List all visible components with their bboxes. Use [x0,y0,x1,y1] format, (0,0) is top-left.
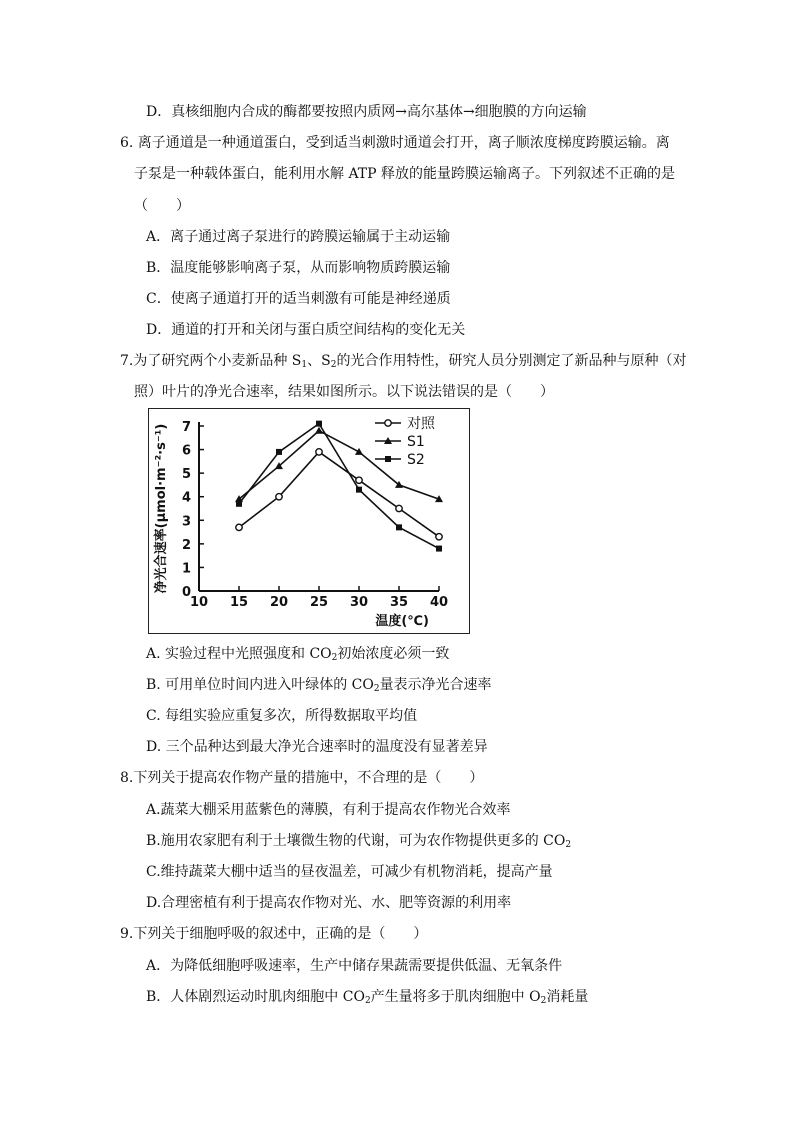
q7-option-a: A. 实验过程中光照强度和 $CO_2$初始浓度必须一致 [146,646,450,663]
y-tick-label: 5 [181,467,191,483]
y-tick-label: 1 [181,561,191,577]
q9-option-b: B．人体剧烈运动时肌肉细胞中 $CO_2$产生量将多于肌肉细胞中 $O_2$消耗量 [146,989,589,1006]
legend-label-1: S1 [407,434,425,450]
line-chart-svg [149,409,471,635]
q8-option-b: B.施用农家肥有利于土壤微生物的代谢，可为农作物提供更多的 $CO_2$ [146,833,572,850]
series-2-point [276,449,282,455]
q7-option-c: C. 每组实验应重复多次，所得数据取平均值 [146,708,418,724]
series-0-point [276,494,282,500]
q6-option-c: C．使离子通道打开的适当刺激有可能是神经递质 [146,291,451,307]
y-tick-label: 4 [181,490,191,506]
y-axis-label: 净光合速率(μmol·m⁻²·s⁻¹) [154,423,169,594]
q6-option-b: B．温度能够影响离子泵，从而影响物质跨膜运输 [146,260,451,276]
q7-option-d: D. 三个品种达到最大净光合速率时的温度没有显著差异 [146,739,488,755]
series-2-point [316,421,322,427]
x-tick-label: 15 [229,595,249,610]
series-0-point [316,449,322,455]
x-tick-label: 30 [349,595,369,610]
x-tick-label: 25 [309,595,329,610]
x-tick-label: 40 [429,595,449,610]
q8-option-a: A.蔬菜大棚采用蓝紫色的薄膜，有利于提高农作物光合效率 [146,802,511,818]
q9-option-a: A．为降低细胞呼吸速率，生产中储存果蔬需要提供低温、无氧条件 [146,958,563,974]
y-tick-label: 0 [181,585,191,600]
legend-label-2: S2 [407,452,425,468]
q8-option-d: D.合理密植有利于提高农作物对光、水、肥等资源的利用率 [146,895,512,911]
q8-option-c: C.维持蔬菜大棚中适当的昼夜温差，可减少有机物消耗，提高产量 [146,864,553,880]
legend-label-0: 对照 [407,416,435,432]
series-2-point [396,524,402,530]
series-0-point [396,505,402,511]
y-tick-label: 3 [181,514,191,530]
q7-option-b: B. 可用单位时间内进入叶绿体的 $CO_2$量表示净光合速率 [146,677,492,694]
q6-option-d: D．通道的打开和关闭与蛋白质空间结构的变化无关 [146,322,466,338]
series-0-point [236,524,242,530]
q6-option-a: A．离子通过离子泵进行的跨膜运输属于主动运输 [146,229,451,245]
series-2-point [236,501,242,507]
x-tick-label: 35 [389,595,409,610]
q6-answer-paren: （ ） [134,198,190,214]
series-2-point [356,487,362,493]
series-0-point [356,477,362,483]
q8-stem: 8.下列关于提高农作物产量的措施中，不合理的是（ ） [120,770,484,786]
q7-stem-line-2: 照）叶片的净光合速率，结果如图所示。以下说法错误的是（ ） [134,384,554,400]
y-tick-label: 2 [181,537,191,553]
x-tick-label: 20 [269,595,289,610]
y-tick-label: 7 [181,420,191,435]
q9-stem: 9.下列关于细胞呼吸的叙述中，正确的是（ ） [120,926,428,942]
q7-stem-line-1: 7.为了研究两个小麦新品种 $S_1$、$S_2$的光合作用特性，研究人员分别测定了新品种与原种（对 [120,353,687,370]
series-0-point [436,534,442,540]
y-tick-label: 6 [181,443,191,459]
q6-stem-line-2: 子泵是一种载体蛋白，能利用水解 ATP 释放的能量跨膜运输离子。下列叙述不正确的是 [134,166,676,182]
series-1-point [355,448,363,455]
q6-stem-line-1: 6. 离子通道是一种通道蛋白，受到适当刺激时通道会打开，离子顺浓度梯度跨膜运输。离 [120,135,670,151]
temperature-photosynthesis-chart [148,408,470,634]
q5-option-d: D．真核细胞内合成的酶都要按照内质网→高尔基体→细胞膜的方向运输 [146,104,587,120]
x-tick-label: 10 [189,595,209,610]
series-2-point [436,546,442,552]
legend-marker-2 [385,456,391,462]
legend-marker-0 [385,420,391,426]
x-axis-label: 温度(℃) [375,614,429,629]
